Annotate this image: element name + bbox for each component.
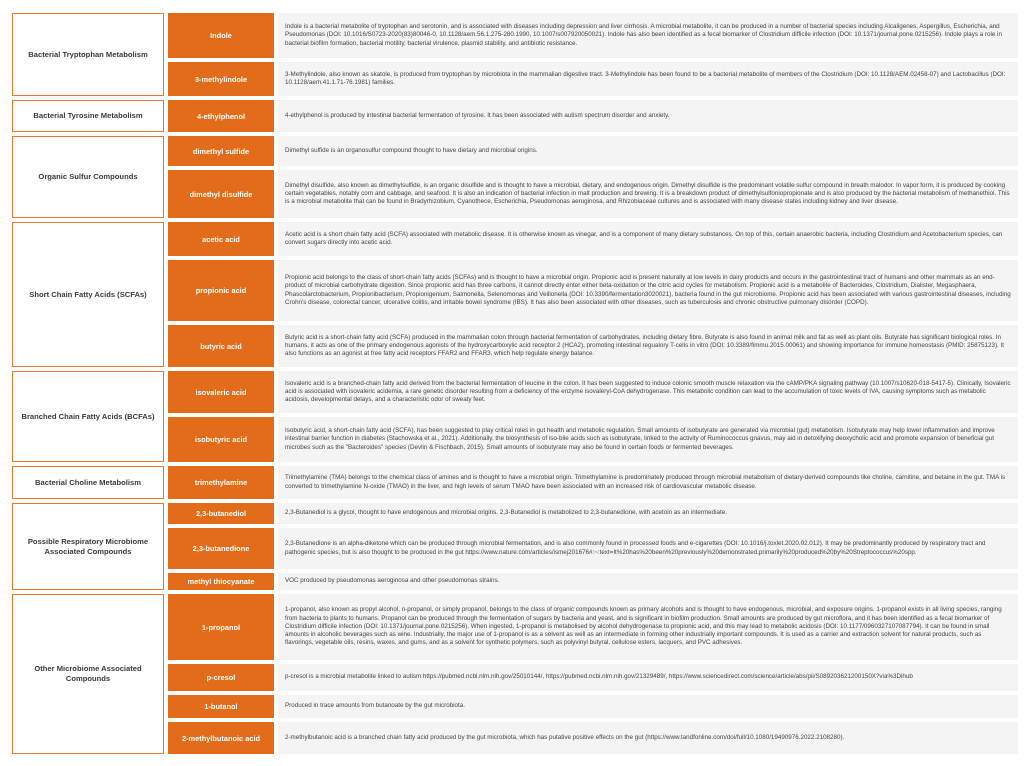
compound-name: 2-methylbutanoic acid (168, 722, 274, 754)
category-group (12, 100, 1018, 132)
category-group (12, 371, 1018, 462)
compound-description: Dimethyl sulfide is an organosulfur compound thought to have dietary and microbial origins. (278, 136, 1018, 166)
category-group (12, 222, 1018, 367)
compound-name: 4-ethylphenol (168, 100, 274, 132)
compound-description: 2,3-Butanedione is an alpha-diketone which can be produced through microbial fermentation, and is also commonly found in processed foods and e-cigarettes (DOI: 10.1016/j.toxlet.2020.02.012). It may be predominantly produced by respiratory tract and pathogenic species, but is also thought to be produced in the gut https://www.nature.com/articles/ismej201676#:~:text=It%20has%20been%20previously%20demonstrated,primarily%20produced%20by%20Streptococcus%20spp. (278, 528, 1018, 569)
compound-name: trimethylamine (168, 466, 274, 499)
category-label: Other Microbiome Associated Compounds (12, 594, 164, 754)
compound-description: Propionic acid belongs to the class of short-chain fatty acids (SCFAs) and is thought to have a microbial origin. Propionic acid is present naturally at low levels in dairy products and occurs in the gastrointestinal tract of humans and other mammals as an end-product of microbial carbohydrate digestion. Since propionic acid has three carbons, it cannot directly enter either beta-oxidation or the citric acid cycles for metabolism. Propionic acid is a metabolite of Bacteroides, Clostridium, Dialister, Megasphaera, Phascolarctobacterium, Propionibacterium, Propionigenium, Salmonella, Selenomonas and Veillonella (DOI: 10.3390/fermentation3020021), bacteria found in the gut microbiome. Propionic acid has been associated with various gastrointestinal diseases, including Crohn's disease, colorectal cancer, ulcerative colitis, and irritable bowel syndrome (IBS). It has also been associated with other diseases, such as tuberculosis and chronic obstructive pulmonary disorder (COPD). (278, 260, 1018, 321)
category-group (12, 594, 1018, 754)
compound-row (168, 222, 1018, 256)
compound-name: methyl thiocyanate (168, 573, 274, 590)
compound-description: Dimethyl disulfide, also known as dimethylsulfide, is an organic disulfide and is thought to have a microbial, dietary, and endogenous origin. Dimethyl disulfide is the predominant volatile sulfur compound in breath malodor. In vapor form, it is produced by cooking certain vegetables, notably corn and cabbage, and seafood. It is also an indication of bacterial infection in malt production and brewing. It is a breakdown product of dimethylsulfoniopropionate and is also produced by the bacterial metabolism of methanethiol. This is a microbial metabolite that can be found in Bradyrhizobium, Cyanothece, Escherichia, Pseudomonas aeruginosa, and Rhizobiaceae cultures and is associated with many disease states including kidney and liver disease. (278, 170, 1018, 218)
compound-description: 2,3-Butanediol is a glycol, thought to have endogenous and microbial origins. 2,3-Butanediol is metabolized to 2,3-butanedione, with acetoin as an intermediate. (278, 503, 1018, 524)
compound-row (168, 100, 1018, 132)
compound-row (168, 573, 1018, 590)
category-group (12, 466, 1018, 499)
compound-row (168, 528, 1018, 569)
compound-row (168, 62, 1018, 96)
compound-description: Isobutyric acid, a short-chain fatty acid (SCFA), has been suggested to play critical roles in gut health and metabolic regulation. Small amounts of isobutyrate are generated via microbial (gut) metabolism. Isobutyrate may help lower inflammation and improve intestinal barrier function in diabetes (Stachowska et al., 2021). Additionally, the biosynthesis of iso-bile acids such as isobutyrate, linked to the activity of Ruminococcus gnavus, may aid in detoxifying deoxycholic acid and promote expansion of beneficial gut microbes such as the "Bacteroides" species (Devlin & Fischbach, 2015). Small amounts of isobutyrate may also be found in certain foods or fermented beverages. (278, 417, 1018, 462)
compound-name: dimethyl sulfide (168, 136, 274, 166)
category-group (12, 136, 1018, 218)
category-label: Organic Sulfur Compounds (12, 136, 164, 218)
compound-row (168, 13, 1018, 58)
compound-row (168, 136, 1018, 166)
category-group (12, 503, 1018, 590)
category-label: Branched Chain Fatty Acids (BCFAs) (12, 371, 164, 462)
compound-row (168, 325, 1018, 367)
compound-description: 2-methylbutanoic acid is a branched chain fatty acid produced by the gut microbiota, which has putative positive effects on the gut (https://www.tandfonline.com/doi/full/10.1080/19490976.2022.2108280). (278, 722, 1018, 754)
compound-row (168, 466, 1018, 499)
compound-name: Indole (168, 13, 274, 58)
compound-name: propionic acid (168, 260, 274, 321)
compound-name: 1-propanol (168, 594, 274, 660)
category-label: Bacterial Choline Metabolism (12, 466, 164, 499)
compound-description: Acetic acid is a short chain fatty acid (SCFA) associated with metabolic disease. It is otherwise known as vinegar, and is a component of many dietary substances. On top of this, certain anaerobic bacteria, including Clostridium and Acetobacterium species, can convert sugars directly into acetic acid. (278, 222, 1018, 256)
compound-row (168, 503, 1018, 524)
compound-row (168, 417, 1018, 462)
compound-row (168, 695, 1018, 718)
compound-description: Produced in trace amounts from butanoate by the gut microbiota. (278, 695, 1018, 718)
category-group (12, 13, 1018, 96)
compound-description: Indole is a bacterial metabolite of tryptophan and serotonin, and is associated with diseases including depression and liver cirrhosis. A microbial metabolite, it can be produced in a number of bacterial species including Alcaligenes, Aspergillus, Escherichia, and Pseudomonas (DOI: 10.1016/S0723-2020(83)80046-0, 10.1128/aem.56.1.275-280.1990, 10.1007/s007920050021). Indole has also been identified as a fecal biomarker of Clostridium difficile infection (DOI: 10.1371/journal.pone.0215256). Indole plays a role in bacterial biofilm formation, bacterial motility, bacterial virulence, plasmid stability, and antibiotic resistance. (278, 13, 1018, 58)
compound-name: 1-butanol (168, 695, 274, 718)
compound-name: isobutyric acid (168, 417, 274, 462)
compound-row (168, 260, 1018, 321)
compound-row (168, 170, 1018, 218)
category-label: Short Chain Fatty Acids (SCFAs) (12, 222, 164, 367)
compound-name: acetic acid (168, 222, 274, 256)
compound-name: 3-methylindole (168, 62, 274, 96)
compound-name: dimethyl disulfide (168, 170, 274, 218)
category-label: Bacterial Tryptophan Metabolism (12, 13, 164, 96)
compound-name: 2,3-butanedione (168, 528, 274, 569)
compound-name: butyric acid (168, 325, 274, 367)
compound-description: Butyric acid is a short-chain fatty acid (SCFA) produced in the mammalian colon through bacterial fermentation of carbohydrates, including dietary fibre. Butyrate is also found in animal milk and fat as well as plant oils. Butyrate has significant biological roles. In humans, it acts as one of the primary endogenous agonists of the hydroxycarboxylic acid receptor 2 (HCA2), promoting intestinal regualory T-cells in vitro (DOI: 10.3389/fimmu.2015.00061) and showing importance for immune homeostasis (PMID: 25875123). It also functions as an agonist at free fatty acid receptors FFAR2 and FFAR3, which help regulate energy balance. (278, 325, 1018, 367)
compound-description: VOC produced by pseudomonas aeroginosa and other pseudomonas strains. (278, 573, 1018, 590)
compound-row (168, 722, 1018, 754)
compound-description: 1-propanol, also known as propyl alcohol, n-propanol, or simply propanol, belongs to the class of organic compounds known as primary alcohols and is thought to have endogenous, microbial, and exposure origins. 1-propanol exists in all living species, ranging from bacteria to plants to humans. Propanol can be produced through the fermentation of sugars by bacteria and yeast, and is significant in biofilm production. Small amounts are produced by gut microflora, and it has been identified as a fecal biomarker of Clostridium difficile infection (DOI: 10.1371/journal.pone.0215256). When ingested, 1-propanol is metabolised by alcohol dehydrogenase to propionic acid, and this may lead to metabolic acidosis (DOI: 10.1177/0960327107087794). It can be found in small amounts in alcoholic beverages such as wine. Industrially, the major use of 1-propanol is as a solvent as well as an intermediate in forming other industrially important compounds. It is used as a carrier and extraction solvent for natural products, such as flavorings, vegetable oils, resins, waxes, and gums, and as a solvent for synthetic polymers, such as polyvinyl butyral, cellulose esters, lacquers, and PVC adhesives. (278, 594, 1018, 660)
compound-description: Isovaleric acid is a branched-chain fatty acid derived from the bacterial fermentation of leucine in the colon. It has been suggested to induce colonic smooth muscle relaxation via the cAMP/PKA signaling pathway (10.1007/s10620-018-5417-5). Clinically, Isovaleric acid is associated with isovaleric acidemia, a rare genetic disorder resulting from a deficiency of the enzyme isovaleryl-CoA dehydrogenase. This metabolic condition can lead to the accumulation of toxic levels of IVA, causing symptoms such as metabolic acidosis, developmental delays, and a characteristic odor of sweaty feet. (278, 371, 1018, 413)
compound-name: isovaleric acid (168, 371, 274, 413)
compound-name: p-cresol (168, 664, 274, 691)
compound-row (168, 664, 1018, 691)
category-label: Possible Respiratory Microbiome Associated Compounds (12, 503, 164, 590)
category-label: Bacterial Tyrosine Metabolism (12, 100, 164, 132)
compound-row (168, 594, 1018, 660)
compound-description: Trimethylamine (TMA) belongs to the chemical class of amines and is thought to have a microbial origin. Trimethylamine is predominately produced through microbial metabolism of dietary-derived compounds like choline, carnitine, and betaine in the gut. TMA is converted to trimethylamine N-oxide (TMAO) in the liver, and high levels of serum TMAO have been associated with an increased risk of cardiovascular metabolic disease. (278, 466, 1018, 499)
compound-description: 3-Methylindole, also known as skatole, is produced from tryptophan by microbiota in the mammalian digestive tract. 3-Methylindole has been found to be a bacterial metabolite of members of the Clostridium (DOI: 10.1128/AEM.02458-07) and Lactobacillus (DOI: 10.1128/aem.41.1.71-76.1981) families. (278, 62, 1018, 96)
compound-row (168, 371, 1018, 413)
compound-name: 2,3-butanediol (168, 503, 274, 524)
compound-description: p-cresol is a microbial metabolite linked to autism https://pubmed.ncbi.nlm.nih.gov/25010144/, https://pubmed.ncbi.nlm.nih.gov/21329489/, https://www.sciencedirect.com/science/article/abs/pii/S089203621200150X?via%3Dihub (278, 664, 1018, 691)
compound-description: 4-ethylphenol is produced by intestinal bacterial fermentation of tyrosine. It has been associated with autism spectrum disorder and anxiety. (278, 100, 1018, 132)
